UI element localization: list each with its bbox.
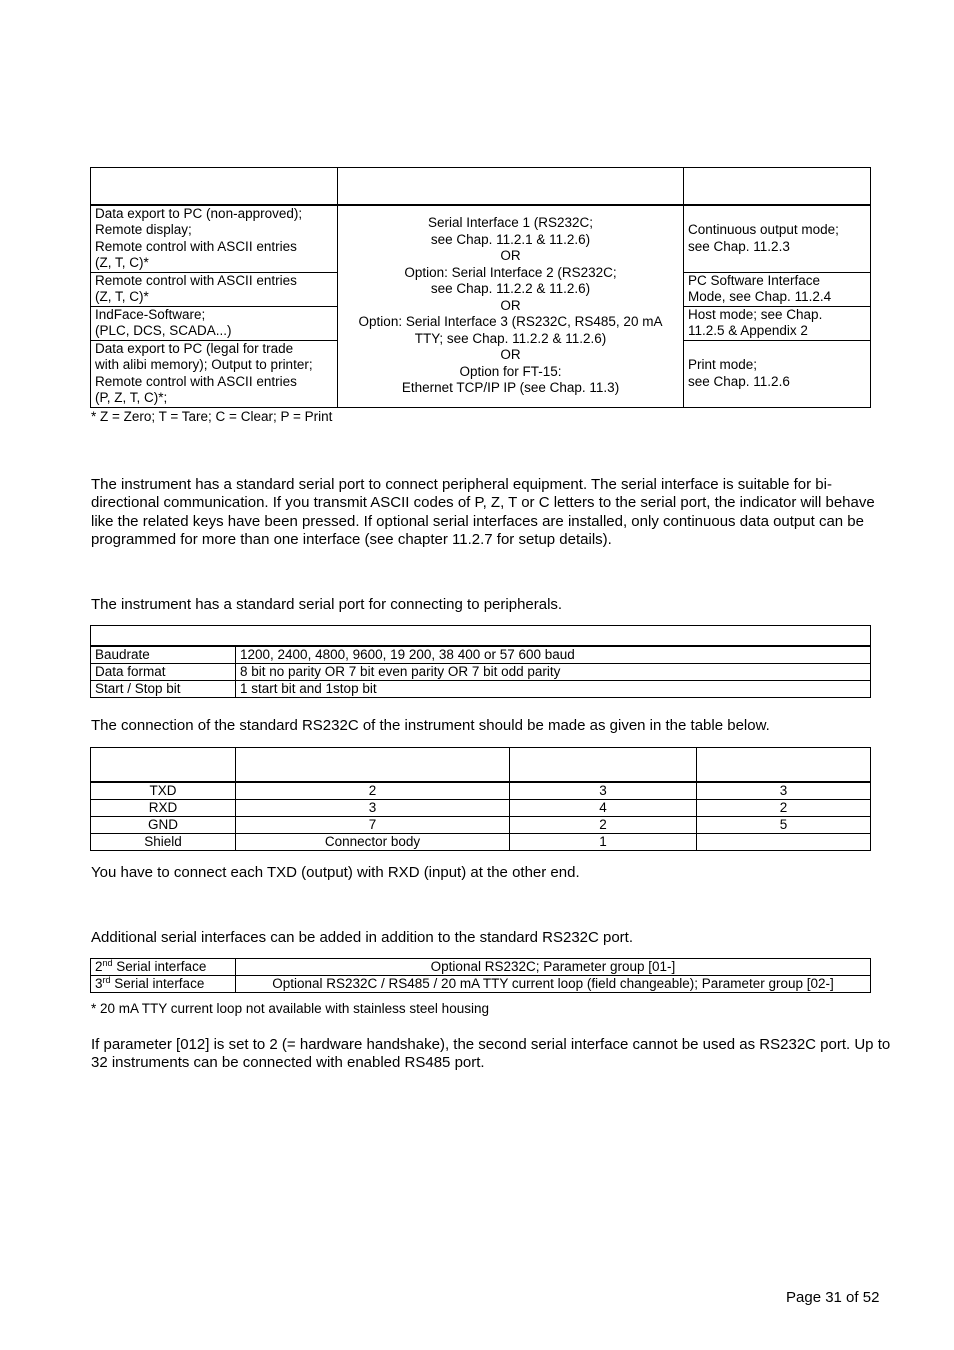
table-row: 3rd Serial interface Optional RS232C / RS485 / 20 mA TTY current loop (field changeable); Parameter group [02-] <box>91 976 871 993</box>
paragraph-additional: Additional serial interfaces can be added in addition to the standard RS232C port. <box>91 929 634 946</box>
mode-cell: Print mode; see Chap. 11.2.6 <box>684 340 871 407</box>
table-footnote: * Z = Zero; T = Tare; C = Clear; P = Print <box>91 409 333 424</box>
table-row: Start / Stop bit 1 start bit and 1stop bit <box>91 680 871 697</box>
table-header-row <box>91 748 871 782</box>
paragraph-parameter: If parameter [012] is set to 2 (= hardware handshake), the second serial interface cannot be used as RS232C port. Up to 32 instruments can be connected with enabled RS485 port. <box>91 1036 891 1072</box>
paragraph-txd-rxd: You have to connect each TXD (output) with RXD (input) at the other end. <box>91 864 580 881</box>
purpose-cell: IndFace-Software; (PLC, DCS, SCADA...) <box>91 306 338 340</box>
table-row: TXD 2 3 3 <box>91 782 871 800</box>
optional-interfaces-table <box>90 958 871 993</box>
table-row: Data format 8 bit no parity OR 7 bit even parity OR 7 bit odd parity <box>91 663 871 680</box>
table-header-row <box>91 168 871 205</box>
purpose-cell: Data export to PC (non-approved); Remote display; Remote control with ASCII entries (Z, T, C)* <box>91 205 338 273</box>
interface-modes-table <box>90 167 871 408</box>
table-row <box>91 205 871 273</box>
table-header-row <box>91 626 871 646</box>
purpose-cell: Data export to PC (legal for trade with alibi memory); Output to printer; Remote control with ASCII entries (P, Z, T, C)*; <box>91 340 338 407</box>
mode-cell: PC Software Interface Mode, see Chap. 11.2.4 <box>684 272 871 306</box>
mode-cell: Continuous output mode; see Chap. 11.2.3 <box>684 205 871 273</box>
table-row: Shield Connector body 1 <box>91 833 871 850</box>
serial-spec-table <box>90 625 871 698</box>
page-number: Page 31 of 52 <box>786 1289 880 1306</box>
tty-note: * 20 mA TTY current loop not available with stainless steel housing <box>91 1001 489 1016</box>
table-row: Baudrate 1200, 2400, 4800, 9600, 19 200, 38 400 or 57 600 baud <box>91 646 871 664</box>
paragraph-intro: The instrument has a standard serial port to connect peripheral equipment. The serial interface is suitable for bi-directional communication. If you transmit ASCII codes of P, Z, T or C letters to the serial port, the indicator will behave like the related keys have been pressed. If optional serial interfaces are installed, only continuous data output can be programmed for more than one interface (see chapter 11.2.7 for setup details). <box>91 476 875 548</box>
table-row: GND 7 2 5 <box>91 816 871 833</box>
pin-assignment-table <box>90 747 871 851</box>
purpose-cell: Remote control with ASCII entries (Z, T, C)* <box>91 272 338 306</box>
interfaces-cell: Serial Interface 1 (RS232C; see Chap. 11.2.1 & 11.2.6) OR Option: Serial Interface 2 (RS232C; see Chap. 11.2.2 & 11.2.6) OR Option: Serial Interface 3 (RS232C, RS485, 20 mA TTY; see Chap. 11.2.2 & 11.2.6) OR Option for FT-15: Ethernet TCP/IP IP (see Chap. 11.3) <box>338 205 684 408</box>
table-row: 2nd Serial interface Optional RS232C; Parameter group [01-] <box>91 959 871 976</box>
paragraph-standard-port: The instrument has a standard serial port for connecting to peripherals. <box>91 596 563 613</box>
mode-cell: Host mode; see Chap. 11.2.5 & Appendix 2 <box>684 306 871 340</box>
table-row: RXD 3 4 2 <box>91 799 871 816</box>
paragraph-connection: The connection of the standard RS232C of the instrument should be made as given in the table below. <box>91 717 770 734</box>
